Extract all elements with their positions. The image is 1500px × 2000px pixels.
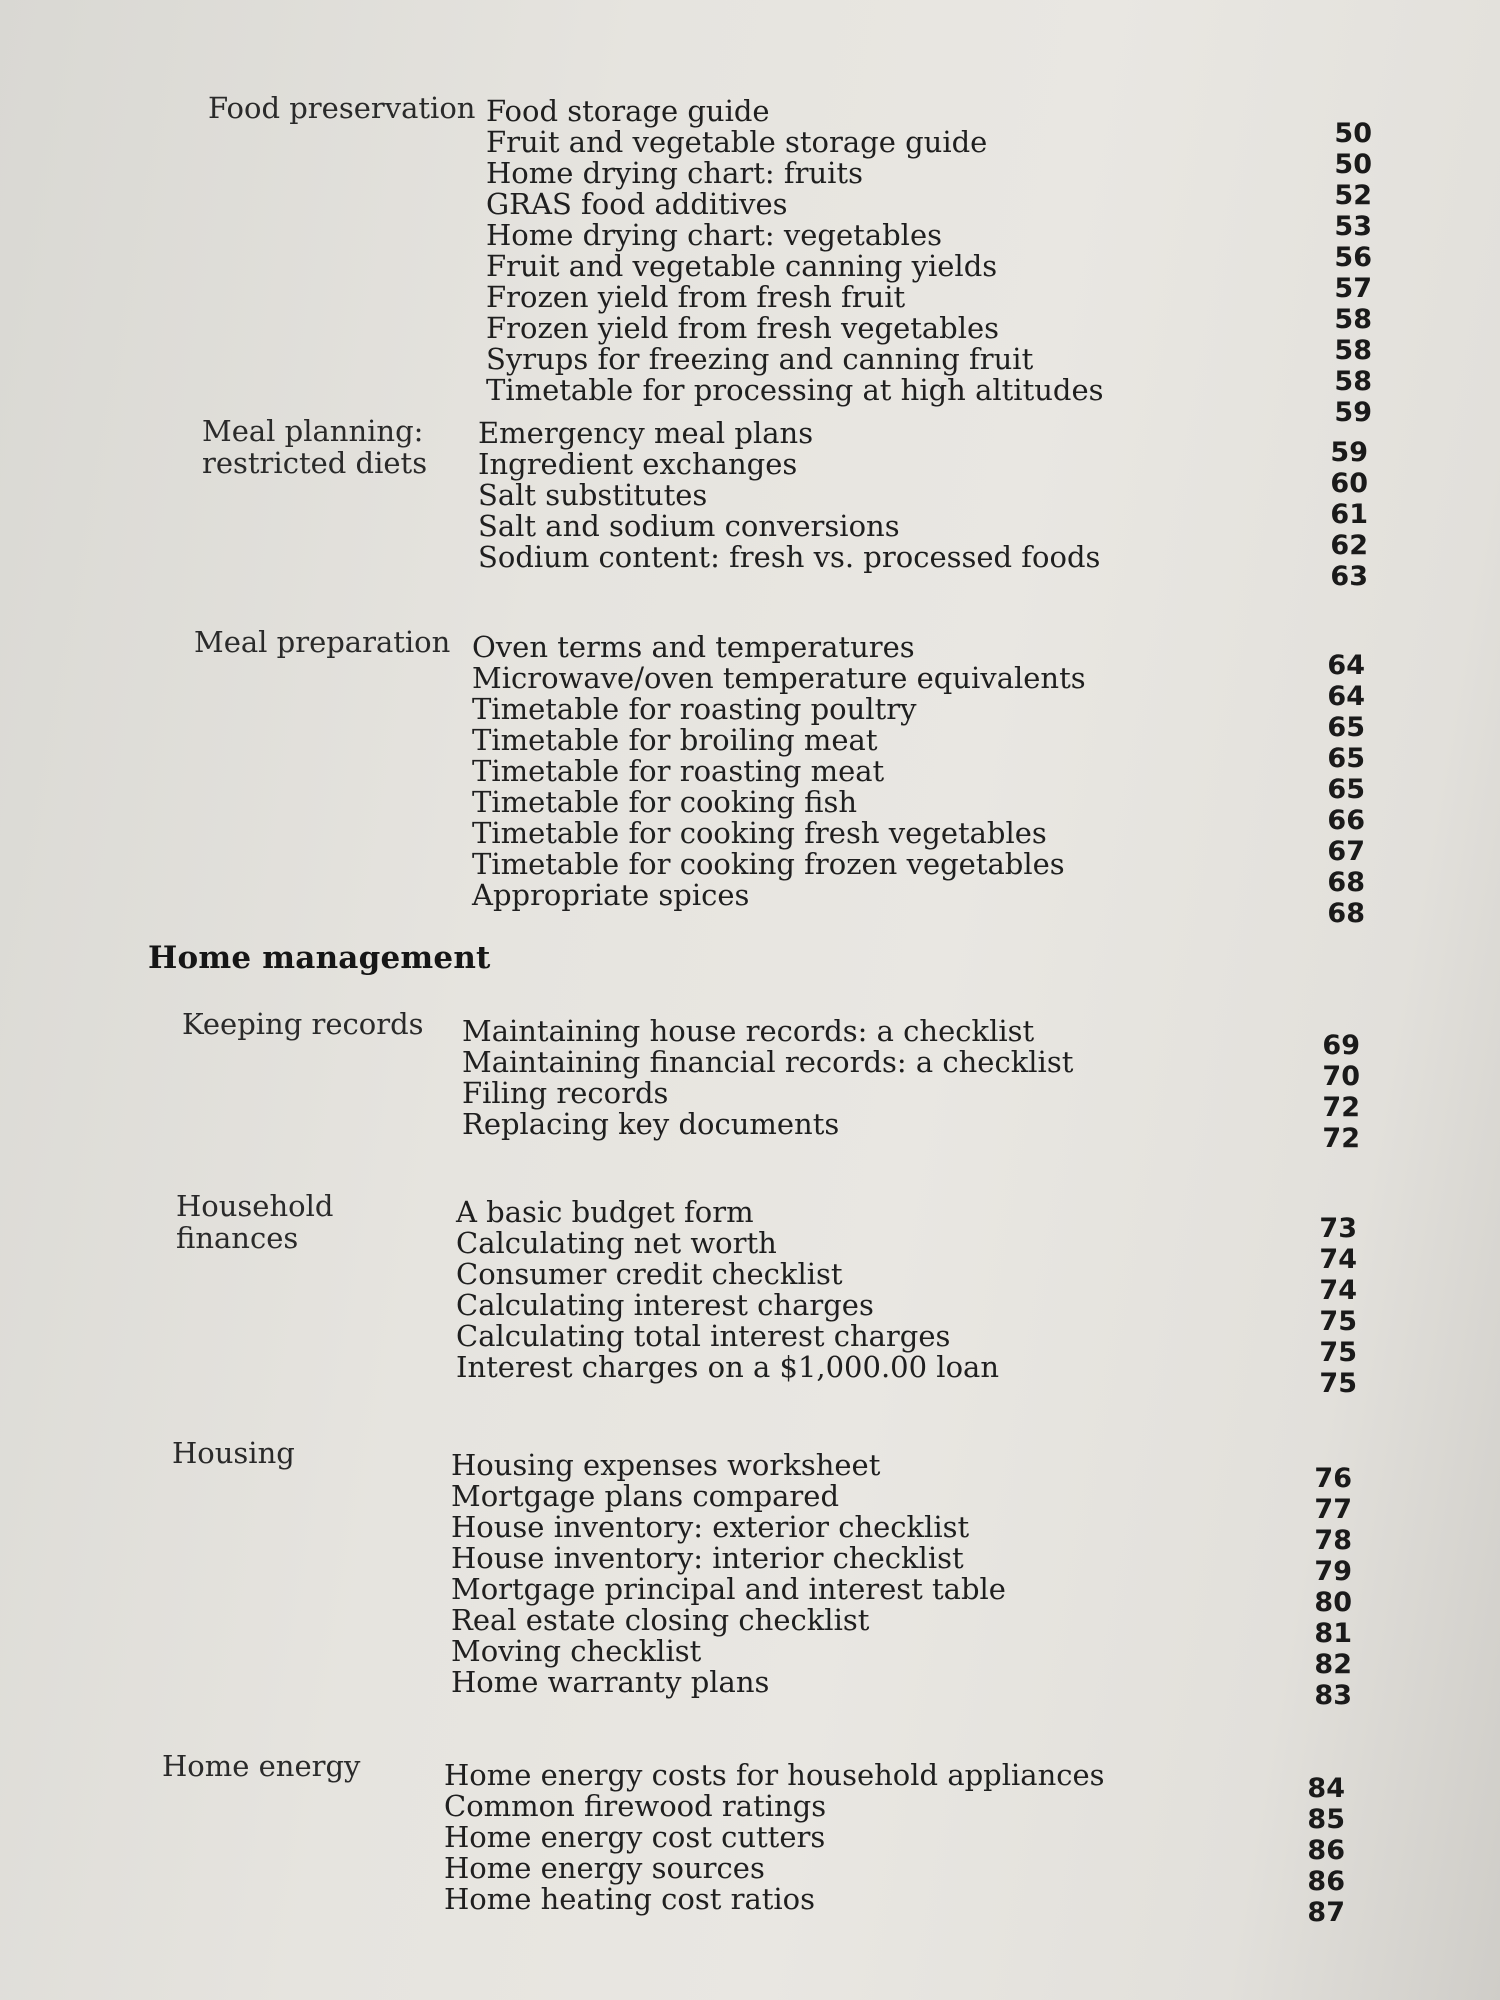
toc-item[interactable]: Home heating cost ratios (444, 1882, 816, 1916)
toc-item[interactable]: Timetable for cooking frozen vegetables (472, 847, 1065, 881)
toc-item[interactable]: Home energy costs for household appliances (444, 1758, 1105, 1792)
toc-item[interactable]: GRAS food additives (486, 187, 788, 221)
page-number: 75 (1319, 1306, 1357, 1337)
page-number: 73 (1319, 1213, 1357, 1244)
toc-item[interactable]: Timetable for cooking fresh vegetables (472, 816, 1047, 850)
toc-item[interactable]: Home drying chart: vegetables (486, 218, 942, 252)
item-list (486, 96, 1104, 406)
toc-item[interactable]: Frozen yield from fresh fruit (486, 280, 906, 314)
item-list (478, 418, 1100, 573)
page-number-list (1292, 1463, 1352, 1711)
page-number: 61 (1330, 499, 1368, 530)
item-list (451, 1450, 1006, 1698)
toc-item[interactable]: Housing expenses worksheet (451, 1448, 881, 1482)
page-number: 77 (1314, 1494, 1352, 1525)
toc-item[interactable]: Home warranty plans (451, 1665, 770, 1699)
toc-item[interactable]: Home energy cost cutters (444, 1820, 826, 1854)
page-number: 60 (1330, 468, 1368, 499)
toc-item[interactable]: Timetable for cooking fish (472, 785, 858, 819)
toc-item[interactable]: Calculating interest charges (456, 1288, 874, 1322)
toc-item[interactable]: Timetable for roasting meat (472, 754, 885, 788)
page-number: 65 (1327, 743, 1365, 774)
toc-item[interactable]: Microwave/oven temperature equivalents (472, 661, 1086, 695)
toc-item[interactable]: Sodium content: fresh vs. processed foods (478, 540, 1101, 574)
category-label: Home energy (162, 1749, 361, 1783)
page-number: 81 (1314, 1618, 1352, 1649)
page-number: 75 (1319, 1368, 1357, 1399)
category-label: Household finances (176, 1189, 334, 1255)
category-label: Keeping records (182, 1007, 424, 1041)
toc-item[interactable]: Mortgage plans compared (451, 1479, 840, 1513)
page-number: 59 (1334, 397, 1372, 428)
page-number-list (1308, 437, 1368, 592)
item-list (456, 1197, 999, 1383)
page-number: 82 (1314, 1649, 1352, 1680)
page-number: 78 (1314, 1525, 1352, 1556)
page-number: 85 (1307, 1804, 1345, 1835)
page-number: 68 (1327, 867, 1365, 898)
toc-item[interactable]: Home drying chart: fruits (486, 156, 863, 190)
item-list (462, 1016, 1073, 1140)
page-number-list (1285, 1773, 1345, 1928)
page-number: 72 (1322, 1092, 1360, 1123)
page-number: 59 (1330, 437, 1368, 468)
toc-item[interactable]: Emergency meal plans (478, 416, 814, 450)
page-number: 66 (1327, 805, 1365, 836)
toc-item[interactable]: House inventory: exterior checklist (451, 1510, 970, 1544)
page-number: 83 (1314, 1680, 1352, 1711)
toc-item[interactable]: Common firewood ratings (444, 1789, 827, 1823)
page-number-list (1297, 1213, 1357, 1399)
page-number-list (1305, 650, 1365, 929)
page-number: 68 (1327, 898, 1365, 929)
toc-item[interactable]: Consumer credit checklist (456, 1257, 843, 1291)
page-number: 80 (1314, 1587, 1352, 1618)
page-number: 64 (1327, 681, 1365, 712)
toc-item[interactable]: Replacing key documents (462, 1107, 840, 1141)
toc-item[interactable]: Real estate closing checklist (451, 1603, 870, 1637)
page-number: 72 (1322, 1123, 1360, 1154)
page-number: 65 (1327, 774, 1365, 805)
page-number: 64 (1327, 650, 1365, 681)
page-number: 50 (1334, 118, 1372, 149)
page-number: 76 (1314, 1463, 1352, 1494)
page-number: 69 (1322, 1030, 1360, 1061)
page-number: 52 (1334, 180, 1372, 211)
toc-item[interactable]: Filing records (462, 1076, 669, 1110)
toc-item[interactable]: House inventory: interior checklist (451, 1541, 964, 1575)
item-list (444, 1760, 1105, 1915)
toc-item[interactable]: Ingredient exchanges (478, 447, 798, 481)
toc-item[interactable]: Calculating net worth (456, 1226, 777, 1260)
section-heading-home-management: Home management (148, 940, 491, 976)
page-number: 70 (1322, 1061, 1360, 1092)
toc-item[interactable]: A basic budget form (456, 1195, 754, 1229)
toc-item[interactable]: Salt substitutes (478, 478, 708, 512)
page-number: 50 (1334, 149, 1372, 180)
toc-item[interactable]: Syrups for freezing and canning fruit (486, 342, 1034, 376)
page-number: 57 (1334, 273, 1372, 304)
page-number-list (1312, 118, 1372, 428)
toc-item[interactable]: Oven terms and temperatures (472, 630, 915, 664)
toc-item[interactable]: Mortgage principal and interest table (451, 1572, 1006, 1606)
toc-item[interactable]: Interest charges on a $1,000.00 loan (456, 1350, 999, 1384)
toc-item[interactable]: Moving checklist (451, 1634, 702, 1668)
toc-item[interactable]: Maintaining financial records: a checklist (462, 1045, 1074, 1079)
page-number: 79 (1314, 1556, 1352, 1587)
page-number: 84 (1307, 1773, 1345, 1804)
page-number: 62 (1330, 530, 1368, 561)
page-number: 75 (1319, 1337, 1357, 1368)
toc-item[interactable]: Salt and sodium conversions (478, 509, 900, 543)
page-number-list (1300, 1030, 1360, 1154)
toc-item[interactable]: Maintaining house records: a checklist (462, 1014, 1035, 1048)
page-number: 58 (1334, 335, 1372, 366)
toc-item[interactable]: Home energy sources (444, 1851, 765, 1885)
toc-item[interactable]: Fruit and vegetable storage guide (486, 125, 988, 159)
toc-item[interactable]: Appropriate spices (472, 878, 750, 912)
toc-item[interactable]: Timetable for broiling meat (472, 723, 878, 757)
page-number: 58 (1334, 366, 1372, 397)
page-number: 56 (1334, 242, 1372, 273)
toc-item[interactable]: Frozen yield from fresh vegetables (486, 311, 1000, 345)
category-label: Meal preparation (194, 625, 451, 659)
toc-item[interactable]: Food storage guide (486, 94, 770, 128)
page-number: 87 (1307, 1897, 1345, 1928)
page-number: 67 (1327, 836, 1365, 867)
toc-item[interactable]: Fruit and vegetable canning yields (486, 249, 998, 283)
page-number: 86 (1307, 1835, 1345, 1866)
page-number: 86 (1307, 1866, 1345, 1897)
category-label: Meal planning: restricted diets (202, 414, 428, 480)
item-list (472, 632, 1086, 911)
page-number: 63 (1330, 561, 1368, 592)
toc-item[interactable]: Calculating total interest charges (456, 1319, 951, 1353)
page-number: 74 (1319, 1275, 1357, 1306)
toc-item[interactable]: Timetable for processing at high altitudes (486, 373, 1104, 407)
category-label: Housing (172, 1436, 295, 1470)
page-number: 53 (1334, 211, 1372, 242)
category-label: Food preservation (208, 91, 476, 125)
toc-item[interactable]: Timetable for roasting poultry (472, 692, 917, 726)
page-number: 58 (1334, 304, 1372, 335)
page-number: 65 (1327, 712, 1365, 743)
page-number: 74 (1319, 1244, 1357, 1275)
